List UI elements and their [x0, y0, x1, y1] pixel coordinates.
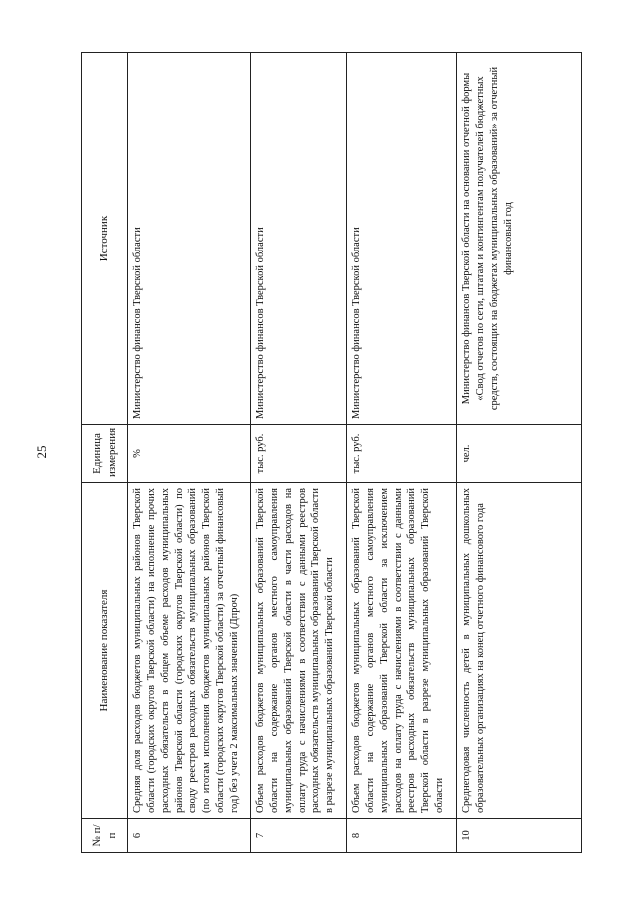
- table-row: [128, 53, 251, 853]
- header-unit: Единица измерения: [82, 425, 128, 483]
- row-source: Министерство финансов Тверской области: [128, 53, 251, 425]
- row-unit: %: [128, 425, 251, 483]
- rotated-table-container: [81, 53, 581, 853]
- row-num: 8: [347, 819, 457, 853]
- row-unit: чел.: [457, 425, 582, 483]
- row-name: Объем расходов бюджетов муниципальных образований Тверской области на содержание органов местного самоуправления муниципальных образований Тверской области за исключением расходов на оплату труда с начислениями в соответствии с данными реестров расходных обязательств муниципальных образований Тверской области в разрезе муниципальных образований Тверской области: [347, 483, 457, 819]
- table-row: [251, 53, 347, 853]
- table-row: [347, 53, 457, 853]
- row-name: Средняя доля расходов бюджетов муниципальных районов Тверской области (городских округов Тверской области) на исполнение прочих расходных обязательств в общем объеме расходов муниципальных районов Тверской области (городских округов Тверской области) по своду реестров расходных обязательств муниципальных образований (по итогам исполнения бюджетов муниципальных районов Тверской области (городских округов Тверской области) за отчетный финансовый год) без учета 2 максимальных значений (Дпроч): [128, 483, 251, 819]
- row-source: Министерство финансов Тверской области: [347, 53, 457, 425]
- row-name: Объем расходов бюджетов муниципальных образований Тверской области на содержание органов местного самоуправления муниципальных образований Тверской области в части расходов на оплату труда с начислениями в соответствии с данными реестров расходных обязательств муниципальных образований Тверской области в разрезе муниципальных образований Тверской области: [251, 483, 347, 819]
- table-row: [457, 53, 582, 853]
- header-source: Источник: [82, 53, 128, 425]
- row-num: 7: [251, 819, 347, 853]
- table-header-row: [82, 53, 128, 853]
- row-num: 10: [457, 819, 582, 853]
- header-num: № п/п: [82, 819, 128, 853]
- indicator-table: [81, 52, 582, 853]
- row-name: Среднегодовая численность детей в муниципальных дошкольных образовательных организациях на конец отчетного финансового года: [457, 483, 582, 819]
- row-source: Министерство финансов Тверской области: [251, 53, 347, 425]
- row-num: 6: [128, 819, 251, 853]
- page-number: 25: [34, 445, 49, 459]
- row-unit: тыс. руб.: [251, 425, 347, 483]
- header-name: Наименование показателя: [82, 483, 128, 819]
- row-source: Министерство финансов Тверской области на основании отчетной формы «Свод отчетов по сети, штатам и контингентам получателей бюджетных средств, состоящих на бюджетах муниципальных образований» за отчетный финансовый год: [457, 53, 582, 425]
- row-unit: тыс. руб.: [347, 425, 457, 483]
